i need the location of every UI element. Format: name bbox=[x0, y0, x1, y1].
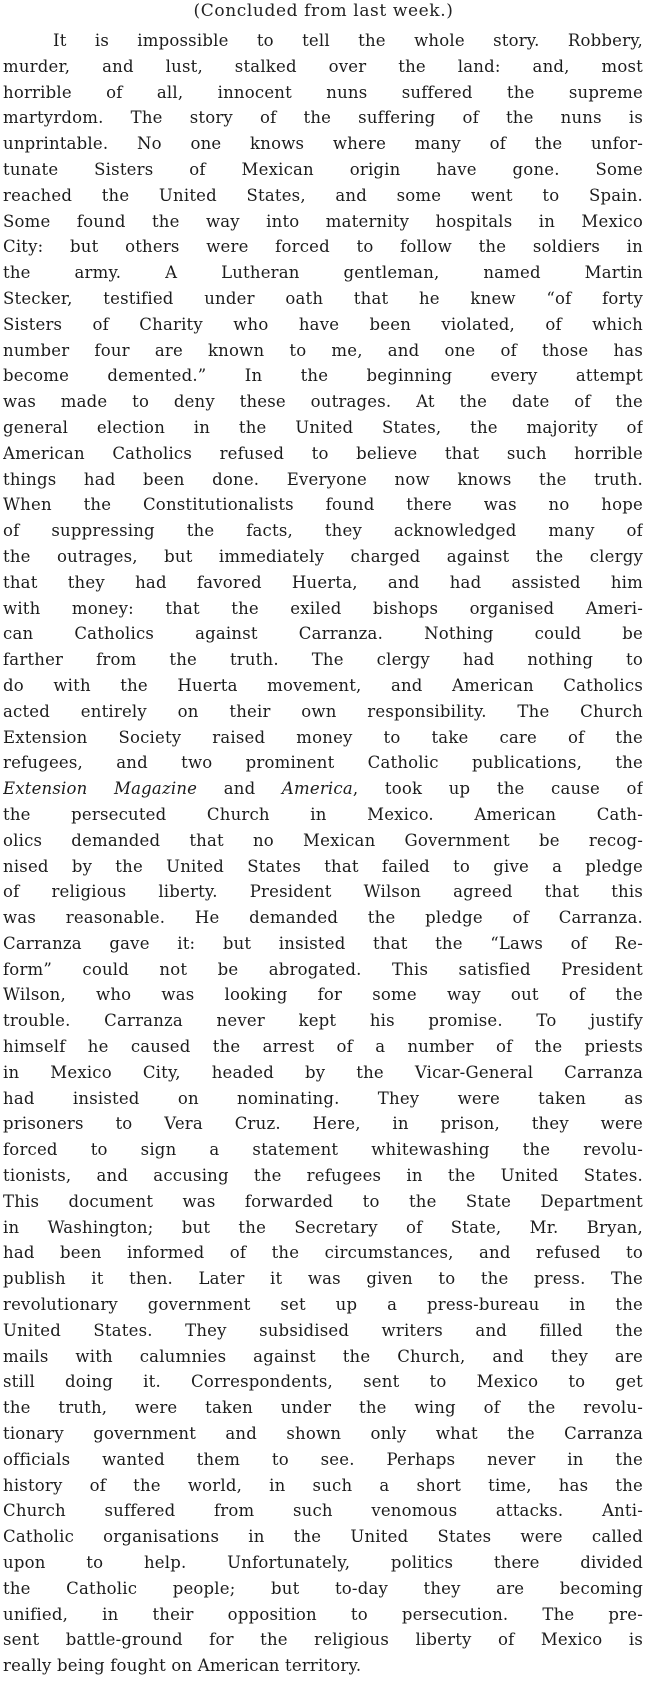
text-line: had insisted on nominating. They were taken as bbox=[3, 1088, 643, 1108]
text-line: Church suffered from such venomous attacks. Anti- bbox=[3, 1501, 643, 1521]
text-line: prisoners to Vera Cruz. Here, in prison, they were bbox=[3, 1114, 643, 1134]
text-line: refugees, and two prominent Catholic publications, the bbox=[3, 753, 643, 773]
text-line: tionists, and accusing the refugees in the United States. bbox=[3, 1166, 643, 1186]
text-line: in Washington; but the Secretary of State, Mr. Bryan, bbox=[3, 1217, 643, 1237]
text-line: trouble. Carranza never kept his promise. To justify bbox=[3, 1011, 643, 1031]
text-line: Carranza gave it: but insisted that the “Laws of Re- bbox=[3, 933, 643, 953]
text-line: tunate Sisters of Mexican origin have gone. Some bbox=[3, 159, 643, 179]
text-line: This document was forwarded to the State Department bbox=[3, 1191, 643, 1211]
text-line: in Mexico City, headed by the Vicar-General Carranza bbox=[3, 1062, 643, 1082]
text-line: unified, in their opposition to persecution. The pre- bbox=[3, 1604, 643, 1624]
text-line: the Catholic people; but to-day they are becoming bbox=[3, 1578, 643, 1598]
text-line: acted entirely on their own responsibility. The Church bbox=[3, 701, 643, 721]
text-line: unprintable. No one knows where many of the unfor- bbox=[3, 134, 643, 154]
text-line: olics demanded that no Mexican Government be recog- bbox=[3, 830, 643, 850]
text-line: history of the world, in such a short time, has the bbox=[3, 1475, 643, 1495]
text-line: Extension Society raised money to take care of the bbox=[3, 727, 643, 747]
text-line: officials wanted them to see. Perhaps never in the bbox=[3, 1449, 643, 1469]
text-line: City: but others were forced to follow the soldiers in bbox=[3, 237, 643, 257]
text-line: had been informed of the circumstances, and refused to bbox=[3, 1243, 643, 1263]
text-line-final: really being fought on American territory. bbox=[3, 1656, 362, 1676]
text-line-publications bbox=[3, 776, 643, 802]
text-line: Sisters of Charity who have been violated, of which bbox=[3, 314, 643, 334]
text-line: the outrages, but immediately charged against the clergy bbox=[3, 546, 643, 566]
text-line: Stecker, testified under oath that he knew “of forty bbox=[3, 288, 643, 308]
connector-text: and bbox=[197, 779, 282, 799]
text-line: do with the Huerta movement, and American Catholics bbox=[3, 675, 643, 695]
text-line: number four are known to me, and one of those has bbox=[3, 340, 643, 360]
text-line: reached the United States, and some went to Spain. bbox=[3, 185, 643, 205]
text-line: mails with calumnies against the Church, and they are bbox=[3, 1346, 643, 1366]
text-line: the army. A Lutheran gentleman, named Martin bbox=[3, 263, 643, 283]
line-remainder: , took up the cause of bbox=[352, 779, 643, 799]
text-line: form” could not be abrogated. This satisfied President bbox=[3, 959, 643, 979]
text-line: farther from the truth. The clergy had nothing to bbox=[3, 650, 643, 670]
continuation-heading: (Concluded from last week.) bbox=[193, 1, 454, 21]
text-line: of religious liberty. President Wilson agreed that this bbox=[3, 882, 643, 902]
text-line: still doing it. Correspondents, sent to Mexico to get bbox=[3, 1372, 643, 1392]
text-line: revolutionary government set up a press-bureau in the bbox=[3, 1295, 643, 1315]
text-line: things had been done. Everyone now knows the truth. bbox=[3, 469, 643, 489]
text-line: that they had favored Huerta, and had assisted him bbox=[3, 572, 643, 592]
text-line: become demented.” In the beginning every attempt bbox=[3, 366, 643, 386]
publication-title: America bbox=[281, 779, 353, 799]
text-line: United States. They subsidised writers and filled the bbox=[3, 1320, 643, 1340]
text-line: It is impossible to tell the whole story. Robbery, bbox=[53, 31, 643, 50]
article-body bbox=[3, 28, 643, 1679]
text-line: with money: that the exiled bishops organised Ameri- bbox=[3, 598, 643, 618]
text-line: was made to deny these outrages. At the date of the bbox=[3, 392, 643, 412]
text-line: American Catholics refused to believe that such horrible bbox=[3, 443, 643, 463]
text-line: publish it then. Later it was given to the press. The bbox=[3, 1269, 643, 1289]
text-line: martyrdom. The story of the suffering of the nuns is bbox=[3, 108, 643, 128]
text-line: Wilson, who was looking for some way out of the bbox=[3, 985, 643, 1005]
publication-title: Extension Magazine bbox=[3, 779, 198, 799]
text-line: sent battle-ground for the religious liberty of Mexico is bbox=[3, 1630, 643, 1650]
text-line: Some found the way into maternity hospitals in Mexico bbox=[3, 211, 643, 231]
text-line: himself he caused the arrest of a number of the priests bbox=[3, 1037, 643, 1057]
text-line: horrible of all, innocent nuns suffered the supreme bbox=[3, 82, 643, 102]
text-line: nised by the United States that failed to give a pledge bbox=[3, 856, 643, 876]
text-line: general election in the United States, the majority of bbox=[3, 417, 643, 437]
text-line: murder, and lust, stalked over the land: and, most bbox=[3, 56, 643, 76]
text-line: tionary government and shown only what the Carranza bbox=[3, 1424, 643, 1444]
text-line: of suppressing the facts, they acknowledged many of bbox=[3, 521, 643, 541]
text-line: can Catholics against Carranza. Nothing could be bbox=[3, 624, 643, 644]
text-line: forced to sign a statement whitewashing the revolu- bbox=[3, 1140, 643, 1160]
text-line: the persecuted Church in Mexico. American Cath- bbox=[3, 804, 643, 824]
text-line: was reasonable. He demanded the pledge of Carranza. bbox=[3, 908, 643, 928]
text-line: When the Constitutionalists found there was no hope bbox=[3, 495, 643, 515]
text-line: upon to help. Unfortunately, politics there divided bbox=[3, 1553, 643, 1573]
text-line: the truth, were taken under the wing of the revolu- bbox=[3, 1398, 643, 1418]
text-line: Catholic organisations in the United States were called bbox=[3, 1527, 643, 1547]
